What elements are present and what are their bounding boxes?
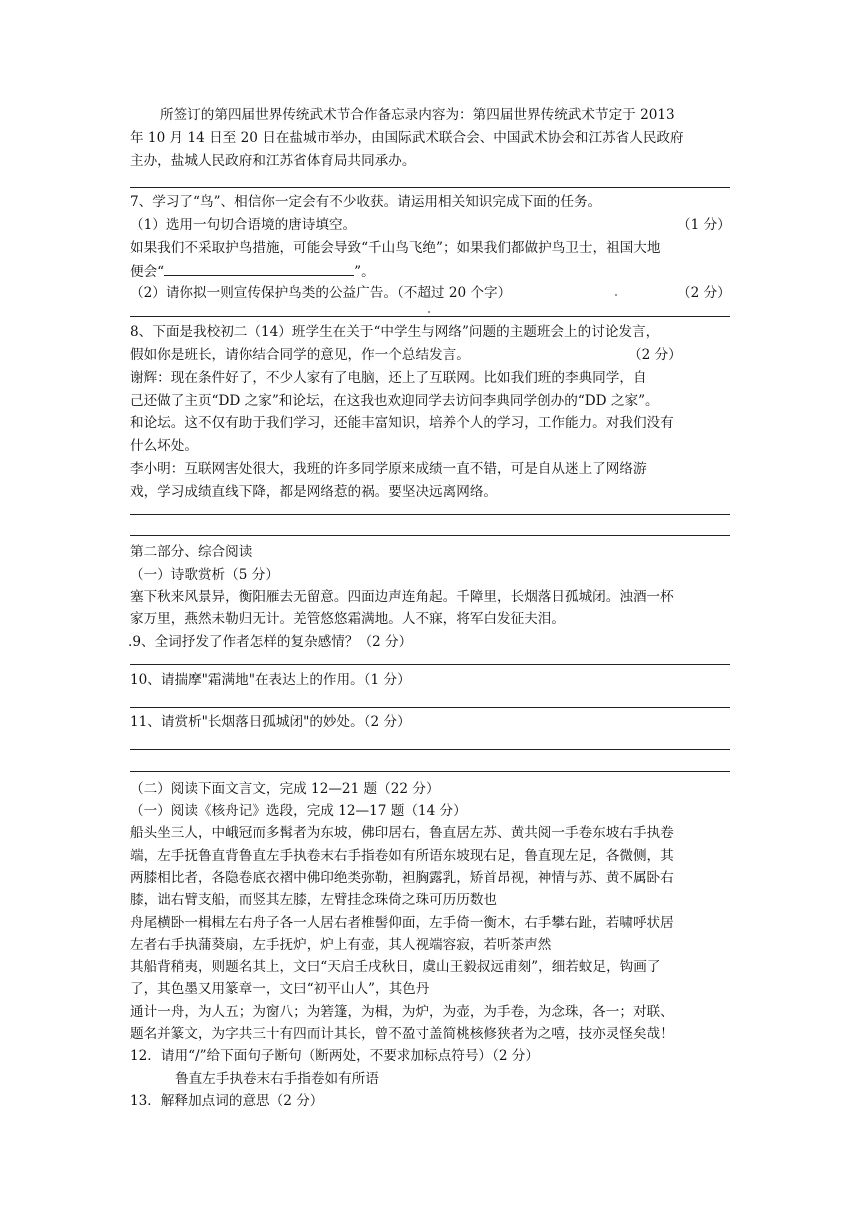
q8-line-1: 8、下面是我校初二（14）班学生在关于“中学生与网络”问题的主题班会上的讨论发言， <box>130 324 660 340</box>
intro-line-3: 主办，盐城人民政府和江苏省体育局共同承办。 <box>130 153 416 169</box>
answer-line <box>130 535 730 536</box>
q12-sentence: 鲁直左手执卷末右手指卷如有所语 <box>175 1071 379 1087</box>
answer-line <box>130 187 730 188</box>
text-line-2: 端，左手抚鲁直背鲁直左手执卷末右手指卷如有所语东坡现右足，鲁直现左足，各微侧，其 <box>130 848 674 864</box>
answer-line <box>130 771 730 772</box>
text-line-9: 通计一舟，为人五；为窗八；为箬篷，为楫，为炉，为壶，为手卷，为念珠，各一；对联、 <box>130 1004 674 1020</box>
text-line-6: 左者右手执蒲葵扇，左手抚炉，炉上有壶，其人视端容寂，若听茶声然 <box>130 937 552 953</box>
text-line-5: 舟尾横卧一楫楫左右舟子各一人居右者椎髻仰面，左手倚一衡木，右手攀右趾，若啸呼状居 <box>130 915 674 931</box>
answer-line <box>130 664 730 665</box>
q12: 12．请用“/”给下面句子断句（断两处，不要求加标点符号）（2 分） <box>130 1048 539 1064</box>
text-line-4: 膝，诎右臂支船，而竖其左膝，左臂挂念珠倚之珠可历历数也 <box>130 892 498 908</box>
q7-body-suffix: ”。 <box>354 264 375 280</box>
text-line-7: 其船背稍夷，则题名其上，文曰“天启壬戌秋日，虞山王毅叔远甫刻”，细若蚊足，钩画了 <box>130 959 661 975</box>
poem-line-1: 塞下秋来风景异，衡阳雁去无留意。四面边声连角起。千障里，长烟落日孤城闭。浊酒一杯 <box>130 589 674 605</box>
q7-stem: 7、学习了“鸟”、相信你一定会有不少收获。请运用相关知识完成下面的任务。 <box>130 194 602 210</box>
q7-part1-score: （1 分） <box>677 217 731 233</box>
section-2a: （一）阅读《核舟记》选段，完成 12—17 题（14 分） <box>130 803 467 819</box>
q9: .9、全词抒发了作者怎样的复杂感情？（2 分） <box>128 634 413 650</box>
poem-line-2: 家万里，燕然未勒归无计。羌管悠悠霜满地。人不寐，将军白发征夫泪。 <box>130 611 565 627</box>
q13: 13．解释加点词的意思（2 分） <box>130 1093 324 1109</box>
q7-body-prefix: 便会“ <box>130 264 165 280</box>
q8-line-6: 什么坏处。 <box>130 438 198 454</box>
answer-line <box>130 749 730 750</box>
part2-title: 第二部分、综合阅读 <box>130 544 253 560</box>
q8-line-5: 和论坛。这不仅有助于我们学习，还能丰富知识，培养个人的学习，工作能力。对我们没有 <box>130 415 674 431</box>
intro-line-1: 所签订的第四届世界传统武术节合作备忘录内容为：第四届世界传统武术节定于 2013 <box>160 107 675 123</box>
q7-part2-score: （2 分） <box>677 285 731 301</box>
q11: 11、请赏析"长烟落日孤城闭"的妙处。（2 分） <box>130 714 411 730</box>
q7-body-line-2 <box>130 261 375 281</box>
intro-line-2: 年 10 月 14 日至 20 日在盐城市举办，由国际武术联合会、中国武术协会和江苏省人民政府 <box>130 130 684 146</box>
text-line-10: 题名并篆文，为字共三十有四而计其长，曾不盈寸盖简桃核修狭者为之嘻，技亦灵怪矣哉！ <box>130 1026 674 1042</box>
section-2: （二）阅读下面文言文，完成 12—21 题（22 分） <box>130 781 440 797</box>
q8-line-4: 己还做了主页“DD 之家”和论坛，在这我也欢迎同学去访问李典同学创办的“DD 之家”。 <box>130 393 659 409</box>
answer-line <box>130 707 730 708</box>
answer-line <box>130 316 730 317</box>
q7-part1: （1）选用一句切合语境的唐诗填空。 <box>130 217 357 233</box>
part2-section-1: （一）诗歌赏析（5 分） <box>130 567 279 583</box>
q8-line-7: 李小明：互联网害处很大，我班的许多同学原来成绩一直不错，可是自从迷上了网络游 <box>130 461 647 477</box>
q8-line-3: 谢辉：现在条件好了，不少人家有了电脑，还上了互联网。比如我们班的李典同学，自 <box>130 370 647 386</box>
stray-dot <box>428 311 430 313</box>
text-line-1: 船头坐三人，中峨冠而多髯者为东坡，佛印居右，鲁直居左苏、黄共阅一手卷东坡右手执卷 <box>130 825 674 841</box>
q10: 10、请揣摩"霜满地"在表达上的作用。（1 分） <box>130 672 411 688</box>
q8-score: （2 分） <box>628 347 682 363</box>
q8-line-2: 假如你是班长，请你结合同学的意见，作一个总结发言。 <box>130 347 470 363</box>
text-line-8: 了，其色墨又用篆章一，文曰“初平山人”，其色丹 <box>130 981 430 997</box>
q7-body-line-1: 如果我们不采取护鸟措施，可能会导致“千山鸟飞绝”；如果我们都做护鸟卫士，祖国大地 <box>130 240 661 256</box>
text-line-3: 两膝相比者，各隐卷底衣褶中佛印绝类弥勒，袒胸露乳，矫首昂视，神情与苏、黄不属卧右 <box>130 870 674 886</box>
q8-line-8: 戏，学习成绩直线下降，都是网络惹的祸。要坚决远离网络。 <box>130 484 498 500</box>
stray-dot <box>615 294 617 296</box>
fill-in-blank[interactable] <box>164 261 354 276</box>
answer-line <box>130 514 730 515</box>
q7-part2: （2）请你拟一则宣传保护鸟类的公益广告。（不超过 20 个字） <box>130 285 512 301</box>
